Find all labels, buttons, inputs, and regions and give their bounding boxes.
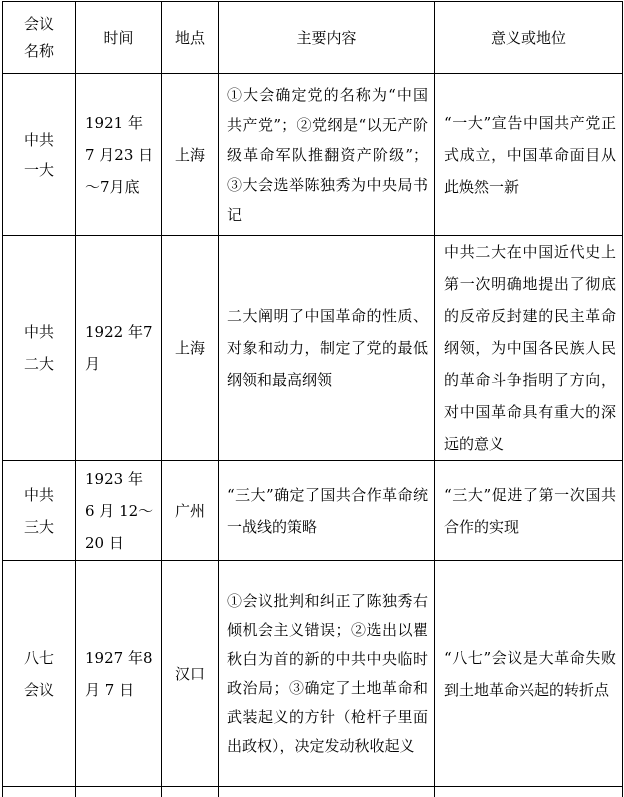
header-place: 地点 xyxy=(162,2,219,74)
meetings-table xyxy=(2,1,623,797)
partial-cell xyxy=(76,787,162,797)
row-name: 中共三大 xyxy=(3,461,76,561)
row-place: 上海 xyxy=(162,236,219,461)
table-row xyxy=(3,461,623,561)
header-meaning: 意义或地位 xyxy=(435,2,623,74)
row-content: ①大会确定党的名称为“中国共产党”；②党纲是“以无产阶级革命军队推翻资产阶级”；③大会选举陈独秀为中央局书记 xyxy=(219,74,435,236)
row-time: 1927 年8 月 7 日 xyxy=(76,561,162,787)
partial-cell xyxy=(162,787,219,797)
table-row xyxy=(3,74,623,236)
header-row xyxy=(3,2,623,74)
table-row xyxy=(3,561,623,787)
row-meaning: “一大”宣告中国共产党正式成立，中国革命面目从此焕然一新 xyxy=(435,74,623,236)
row-place: 上海 xyxy=(162,74,219,236)
header-name: 会议名称 xyxy=(3,2,76,74)
table-row xyxy=(3,236,623,461)
row-name: 中共一大 xyxy=(3,74,76,236)
row-content: “三大”确定了国共合作革命统一战线的策略 xyxy=(219,461,435,561)
row-meaning: 中共二大在中国近代史上第一次明确地提出了彻底的反帝反封建的民主革命纲领，为中国各民族人民的革命斗争指明了方向，对中国革命具有重大的深远的意义 xyxy=(435,236,623,461)
header-time: 时间 xyxy=(76,2,162,74)
row-name: 八七会议 xyxy=(3,561,76,787)
row-meaning: “八七”会议是大革命失败到土地革命兴起的转折点 xyxy=(435,561,623,787)
row-place: 广州 xyxy=(162,461,219,561)
row-time: 1922 年7月 xyxy=(76,236,162,461)
row-name: 中共二大 xyxy=(3,236,76,461)
partial-cell xyxy=(435,787,623,797)
row-time: 1921 年 7 月23 日～7月底 xyxy=(76,74,162,236)
row-content: 二大阐明了中国革命的性质、对象和动力，制定了党的最低纲领和最高纲领 xyxy=(219,236,435,461)
partial-cell xyxy=(219,787,435,797)
row-meaning: “三大”促进了第一次国共合作的实现 xyxy=(435,461,623,561)
partial-cell xyxy=(3,787,76,797)
row-time: 1923 年 6 月 12～20 日 xyxy=(76,461,162,561)
row-content: ①会议批判和纠正了陈独秀右倾机会主义错误；②选出以瞿秋白为首的新的中共中央临时政治局；③确定了土地革命和武装起义的方针（枪杆子里面出政权），决定发动秋收起义 xyxy=(219,561,435,787)
row-place: 汉口 xyxy=(162,561,219,787)
table-row-partial xyxy=(3,787,623,797)
header-content: 主要内容 xyxy=(219,2,435,74)
